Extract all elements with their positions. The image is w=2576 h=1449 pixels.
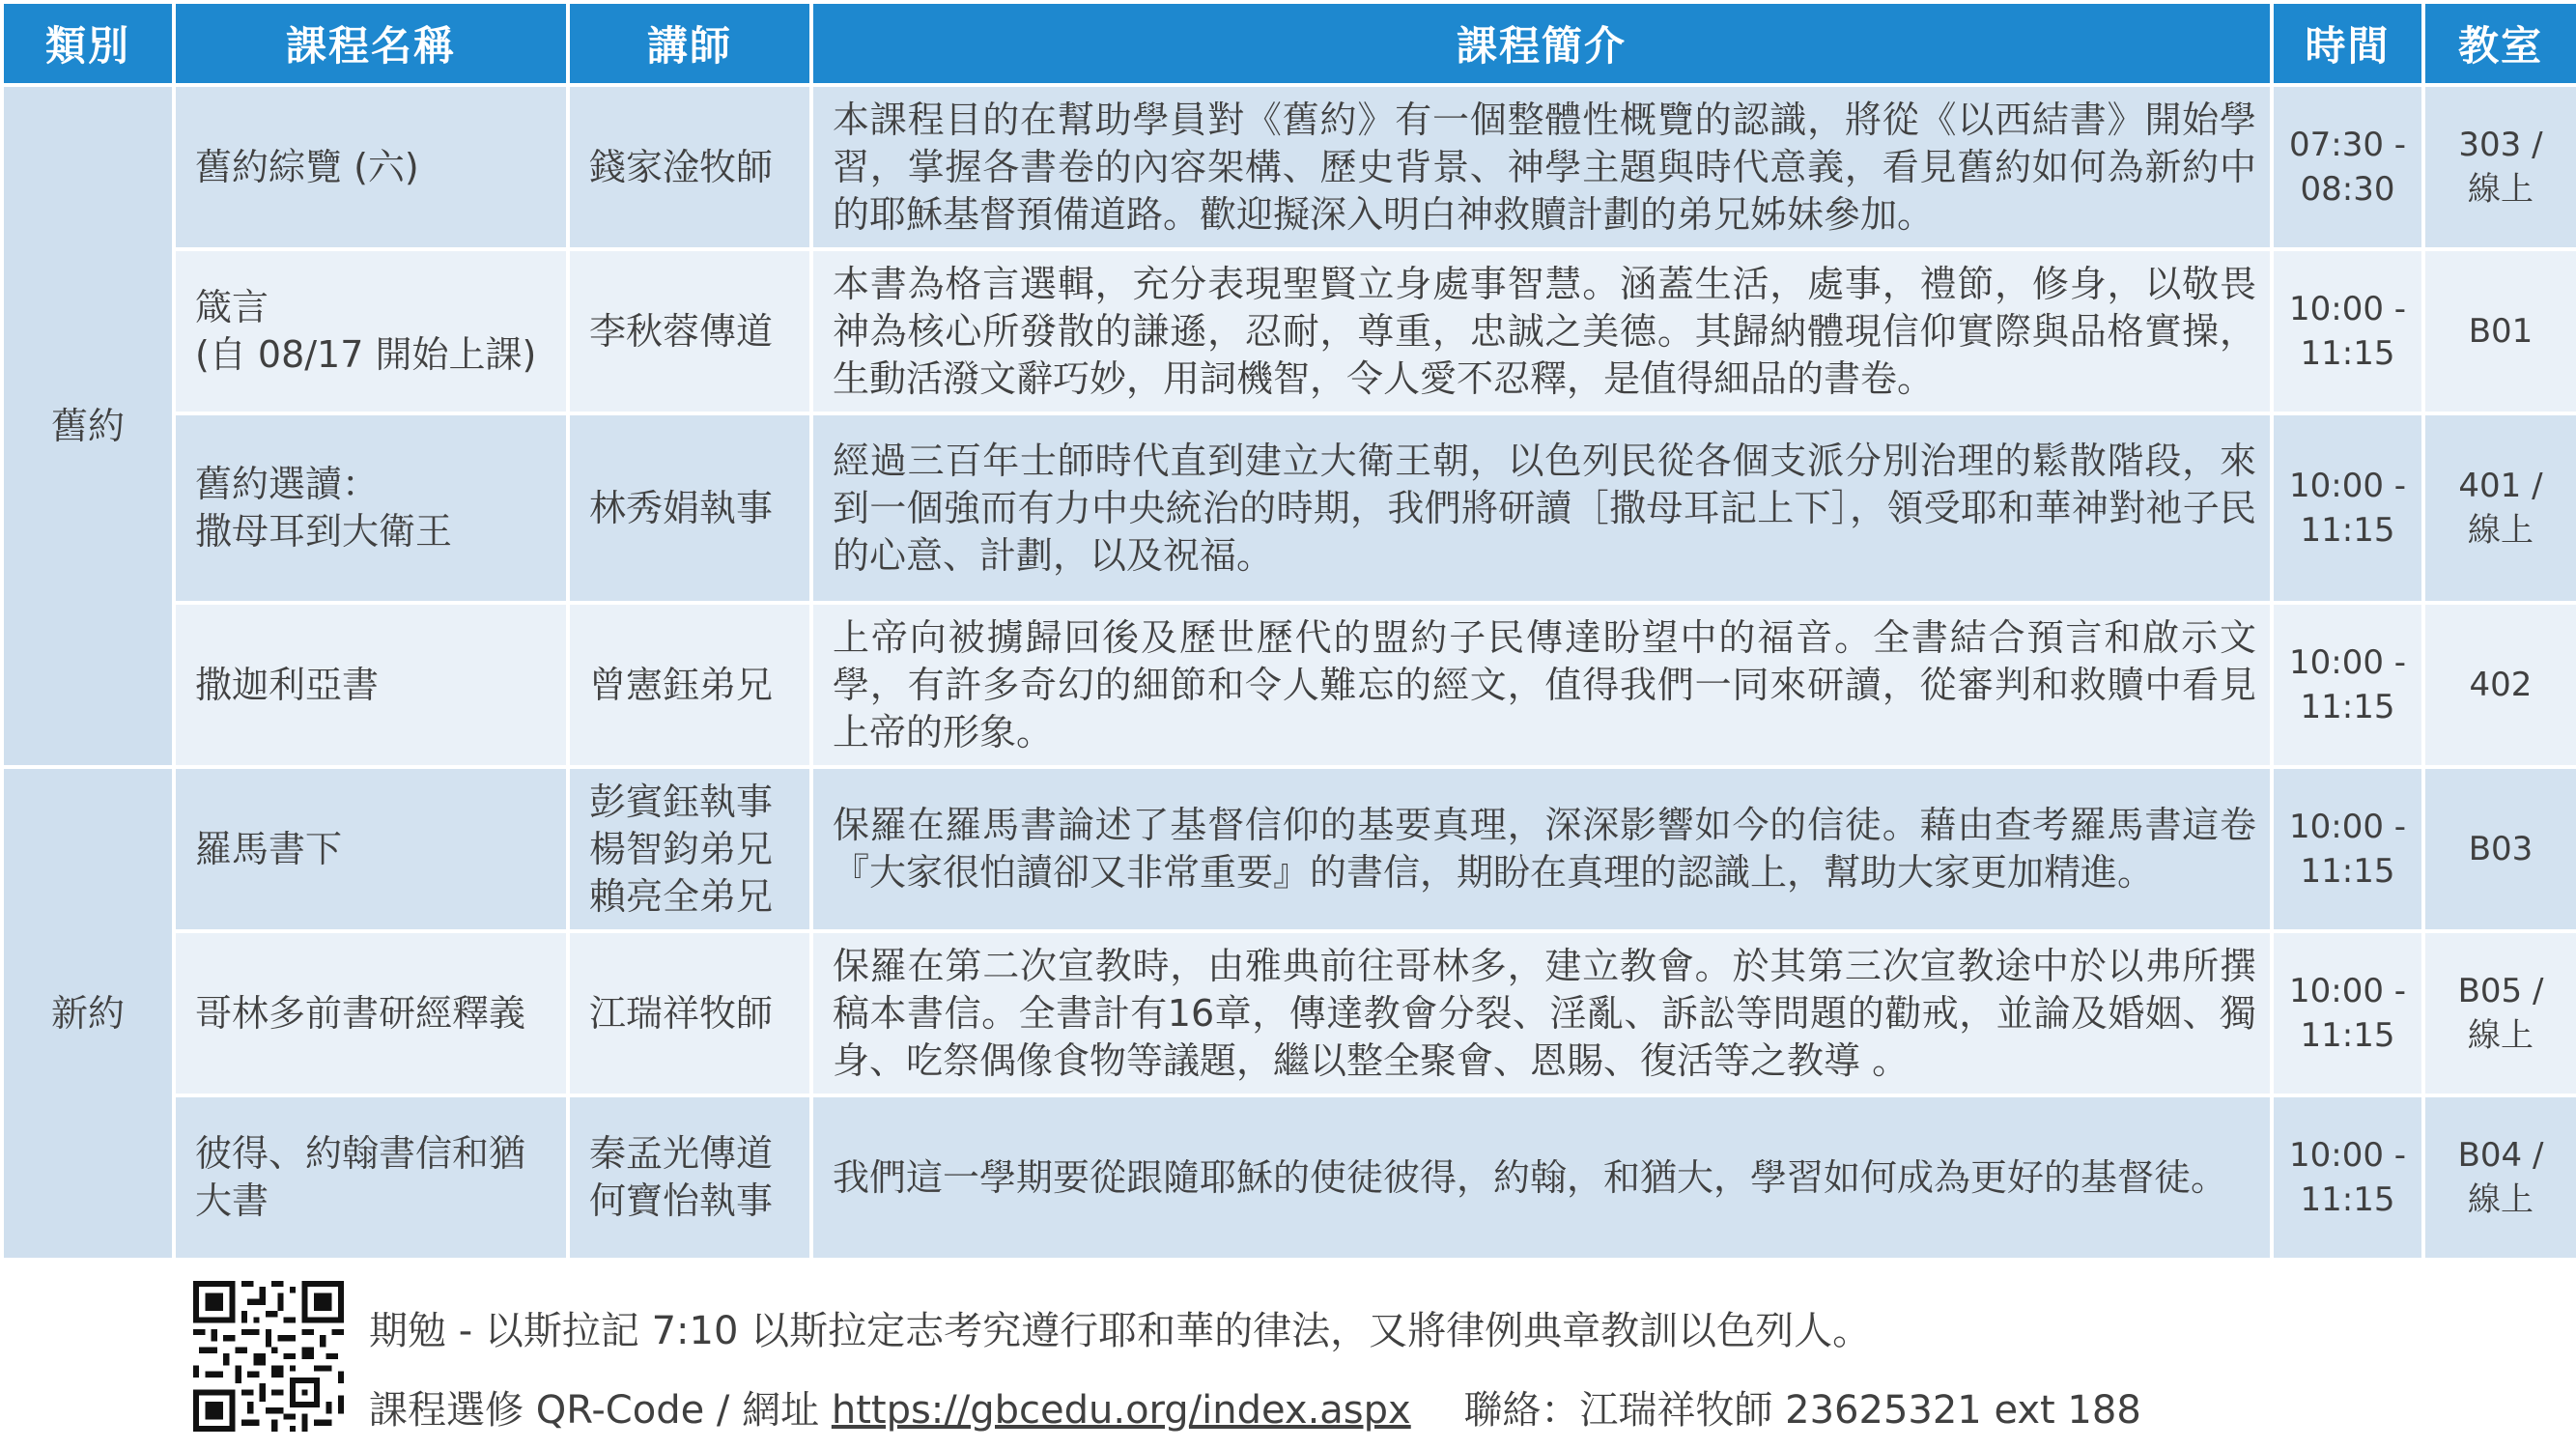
- course-room: B01: [2423, 249, 2576, 413]
- table-row: [2, 1095, 2576, 1260]
- course-description: 保羅在第二次宣教時，由雅典前往哥林多，建立教會。於其第三次宣教途中於以弗所撰稿本書信。全書計有16章，傳達教會分裂、淫亂、訴訟等問題的勸戒，並論及婚姻、獨身、吃祭偶像食物等議題，繼以整全聚會、恩賜、復活等之教導 。: [811, 931, 2272, 1095]
- qr-code-icon[interactable]: [193, 1281, 344, 1432]
- course-time: 07:30 - 08:30: [2272, 85, 2423, 249]
- course-description: 本課程目的在幫助學員對《舊約》有一個整體性概覽的認識，將從《以西結書》開始學習，掌握各書卷的內容架構、歷史背景、神學主題與時代意義，看見舊約如何為新約中的耶穌基督預備道路。歡迎擬深入明白神救贖計劃的弟兄姊妹參加。: [811, 85, 2272, 249]
- course-room: B04 / 線上: [2423, 1095, 2576, 1260]
- table-row: [2, 249, 2576, 413]
- table-row: [2, 413, 2576, 603]
- course-name: 箴言 (自 08/17 開始上課): [174, 249, 568, 413]
- course-time: 10:00 - 11:15: [2272, 249, 2423, 413]
- registration-link[interactable]: https://gbcedu.org/index.aspx: [831, 1388, 1411, 1433]
- footer: [0, 1265, 2576, 1449]
- course-name: 舊約選讀： 撒母耳到大衛王: [174, 413, 568, 603]
- course-description: 保羅在羅馬書論述了基督信仰的基要真理，深深影響如今的信徒。藉由查考羅馬書這卷『大家很怕讀卻又非常重要』的書信，期盼在真理的認識上，幫助大家更加精進。: [811, 767, 2272, 931]
- table-row: [2, 603, 2576, 767]
- category-new-testament: 新約: [2, 767, 174, 1260]
- course-teacher: 彭賓鈺執事 楊智鈞弟兄 賴亮全弟兄: [568, 767, 811, 931]
- verse-text: 期勉 - 以斯拉記 7:10 以斯拉定志考究遵行耶和華的律法，又將律例典章教訓以色列人。: [369, 1309, 1872, 1353]
- header-category: 類別: [2, 2, 174, 85]
- course-teacher: 李秋蓉傳道: [568, 249, 811, 413]
- course-teacher: 江瑞祥牧師: [568, 931, 811, 1095]
- table-header-row: [2, 2, 2576, 85]
- course-name: 彼得、約翰書信和猶大書: [174, 1095, 568, 1260]
- course-room: 401 / 線上: [2423, 413, 2576, 603]
- table-row: [2, 931, 2576, 1095]
- course-teacher: 錢家淦牧師: [568, 85, 811, 249]
- course-teacher: 林秀娟執事: [568, 413, 811, 603]
- course-room: B05 / 線上: [2423, 931, 2576, 1095]
- header-description: 課程簡介: [811, 2, 2272, 85]
- qr-code-label: 課程選修 QR-Code / 網址: [369, 1388, 820, 1433]
- category-old-testament: 舊約: [2, 85, 174, 767]
- course-name: 撒迦利亞書: [174, 603, 568, 767]
- course-name: 舊約綜覽 (六): [174, 85, 568, 249]
- course-description: 我們這一學期要從跟隨耶穌的使徒彼得，約翰，和猶大，學習如何成為更好的基督徒。: [811, 1095, 2272, 1260]
- course-teacher: 秦孟光傳道 何寶怡執事: [568, 1095, 811, 1260]
- course-room: 303 / 線上: [2423, 85, 2576, 249]
- course-time: 10:00 - 11:15: [2272, 1095, 2423, 1260]
- course-teacher: 曾憲鈺弟兄: [568, 603, 811, 767]
- course-time: 10:00 - 11:15: [2272, 413, 2423, 603]
- course-description: 上帝向被擄歸回後及歷世歷代的盟約子民傳達盼望中的福音。全書結合預言和啟示文學，有許多奇幻的細節和令人難忘的經文，值得我們一同來研讀，從審判和救贖中看見上帝的形象。: [811, 603, 2272, 767]
- header-time: 時間: [2272, 2, 2423, 85]
- course-time: 10:00 - 11:15: [2272, 931, 2423, 1095]
- course-time: 10:00 - 11:15: [2272, 603, 2423, 767]
- course-room: B03: [2423, 767, 2576, 931]
- contact-info: 聯絡：江瑞祥牧師 23625321 ext 188: [1463, 1388, 2141, 1433]
- header-course: 課程名稱: [174, 2, 568, 85]
- course-name: 羅馬書下: [174, 767, 568, 931]
- course-description: 本書為格言選輯，充分表現聖賢立身處事智慧。涵蓋生活，處事，禮節，修身，以敬畏神為核心所發散的謙遜，忍耐，尊重，忠誠之美德。其歸納體現信仰實際與品格實操，生動活潑文辭巧妙，用詞機智，令人愛不忍釋，是值得細品的書卷。: [811, 249, 2272, 413]
- table-row: [2, 85, 2576, 249]
- table-row: [2, 767, 2576, 931]
- course-room: 402: [2423, 603, 2576, 767]
- header-teacher: 講師: [568, 2, 811, 85]
- header-room: 教室: [2423, 2, 2576, 85]
- course-description: 經過三百年士師時代直到建立大衛王朝，以色列民從各個支派分別治理的鬆散階段，來到一個強而有力中央統治的時期，我們將研讀［撒母耳記上下］，領受耶和華神對祂子民的心意、計劃，以及祝福。: [811, 413, 2272, 603]
- registration-line: [369, 1379, 2141, 1435]
- course-time: 10:00 - 11:15: [2272, 767, 2423, 931]
- course-name: 哥林多前書研經釋義: [174, 931, 568, 1095]
